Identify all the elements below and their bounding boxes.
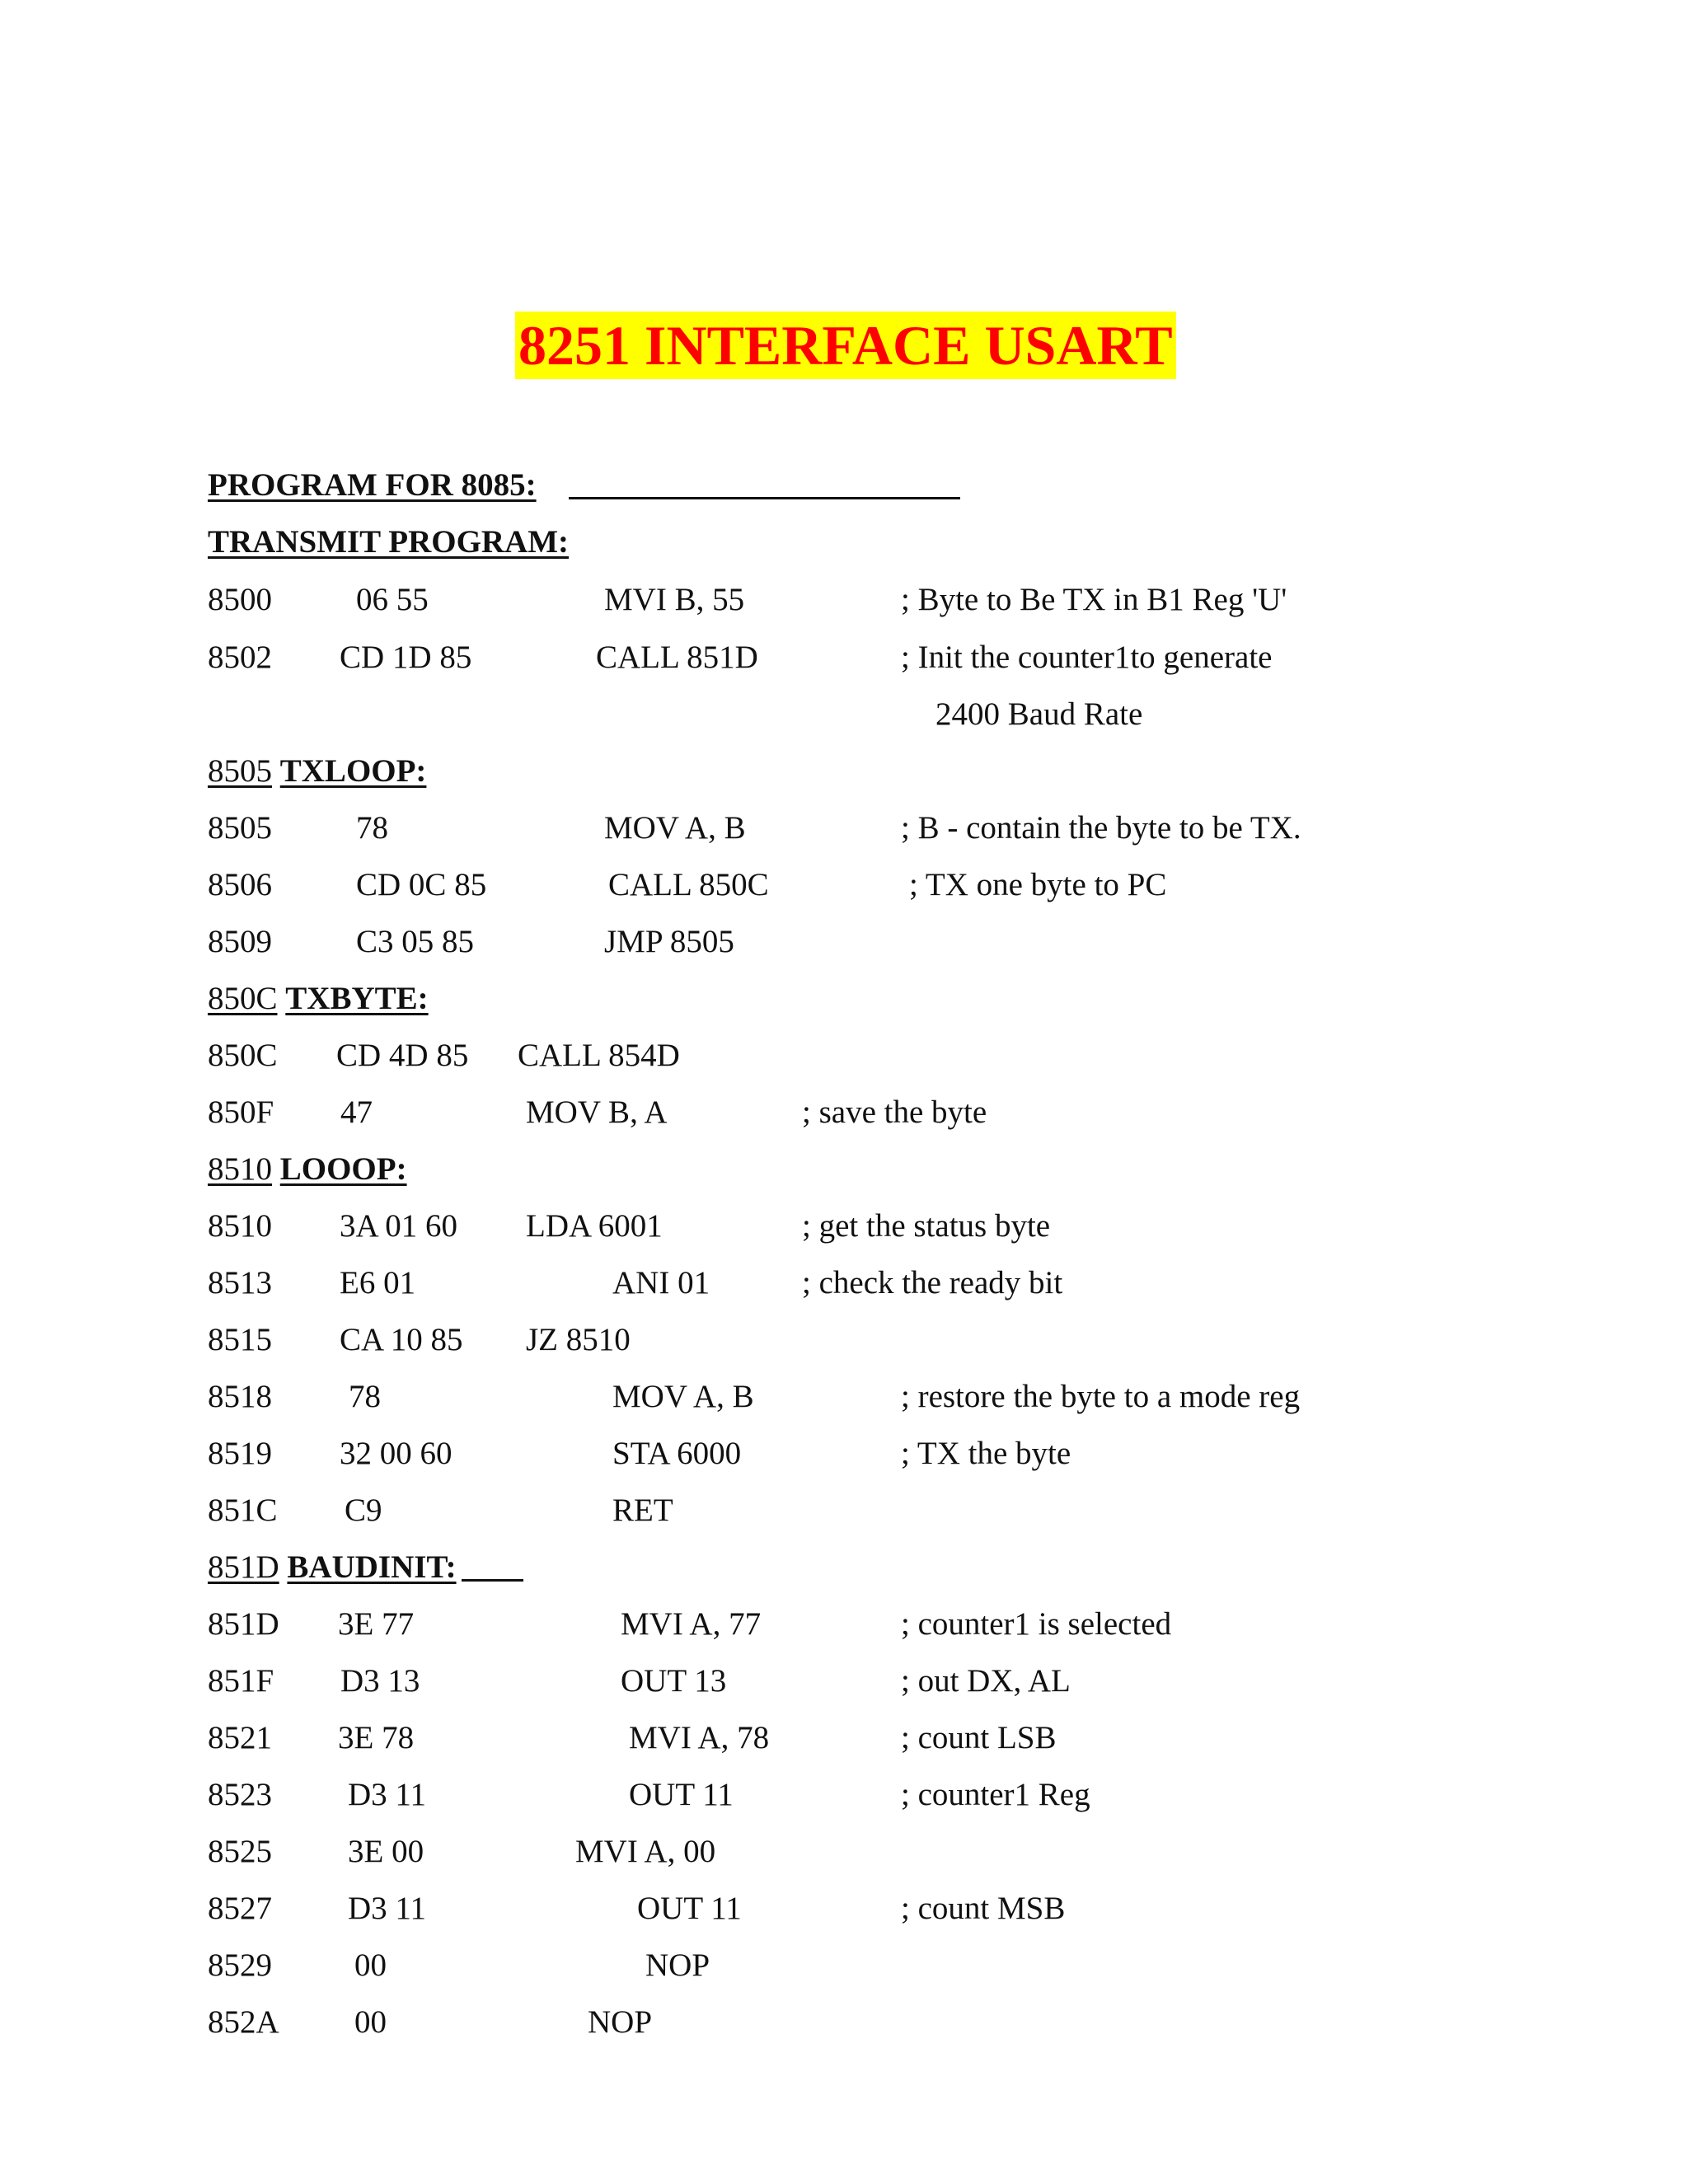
row-comment: ; restore the byte to a mode reg — [901, 1379, 1301, 1414]
routine-label-txloop — [208, 752, 426, 790]
row-instruction: MVI B, 55 — [604, 582, 745, 617]
label-address: 850C — [208, 981, 278, 1016]
label-address: 8510 — [208, 1151, 272, 1187]
row-address: 8523 — [208, 1777, 272, 1812]
row-instruction: NOP — [645, 1947, 710, 1983]
row-address: 8500 — [208, 582, 272, 617]
row-address: 8519 — [208, 1436, 272, 1471]
row-comment: ; count MSB — [901, 1891, 1066, 1926]
routine-label-baudinit — [208, 1549, 457, 1586]
row-opcode: 3A 01 60 — [340, 1208, 458, 1244]
row-address: 850C — [208, 1038, 278, 1073]
row-opcode: 00 — [354, 2004, 387, 2040]
row-comment: ; TX one byte to PC — [909, 867, 1167, 902]
label-name: TXLOOP: — [279, 753, 427, 789]
row-instruction: JZ 8510 — [526, 1322, 631, 1357]
row-opcode: 78 — [356, 810, 388, 846]
row-comment: ; count LSB — [901, 1720, 1057, 1755]
row-opcode: 78 — [349, 1379, 381, 1414]
row-comment: ; save the byte — [802, 1094, 987, 1130]
row-opcode: 06 55 — [356, 582, 429, 617]
row-opcode: E6 01 — [340, 1265, 416, 1301]
row-comment-continued: 2400 Baud Rate — [935, 696, 1143, 732]
row-opcode: 3E 78 — [338, 1720, 415, 1755]
row-address: 852A — [208, 2004, 279, 2040]
row-opcode: C9 — [345, 1493, 382, 1528]
row-instruction: RET — [612, 1493, 673, 1528]
row-opcode: CA 10 85 — [340, 1322, 463, 1357]
row-comment: ; B - contain the byte to be TX. — [901, 810, 1301, 846]
row-opcode: C3 05 85 — [356, 924, 475, 959]
row-address: 850F — [208, 1094, 274, 1130]
row-opcode: 3E 77 — [338, 1606, 415, 1642]
row-instruction: LDA 6001 — [526, 1208, 663, 1244]
row-instruction: ANI 01 — [612, 1265, 710, 1301]
routine-label-txbyte — [208, 980, 429, 1018]
row-comment: ; check the ready bit — [802, 1265, 1063, 1301]
label-name: TXBYTE: — [285, 981, 429, 1016]
row-address: 8502 — [208, 640, 272, 675]
row-comment: ; counter1 Reg — [901, 1777, 1090, 1812]
row-address: 8513 — [208, 1265, 272, 1301]
row-instruction: CALL 854D — [518, 1038, 680, 1073]
label-name: LOOOP: — [279, 1151, 407, 1187]
row-opcode: CD 0C 85 — [356, 867, 487, 902]
label-name: BAUDINIT: — [287, 1549, 457, 1585]
row-instruction: OUT 13 — [621, 1663, 727, 1699]
row-opcode: 47 — [340, 1094, 373, 1130]
row-opcode: CD 4D 85 — [336, 1038, 469, 1073]
row-address: 8518 — [208, 1379, 272, 1414]
row-comment: ; out DX, AL — [901, 1663, 1071, 1699]
row-instruction: MOV A, B — [604, 810, 746, 846]
row-instruction: MVI A, 77 — [621, 1606, 762, 1642]
row-opcode: CD 1D 85 — [340, 640, 472, 675]
label-underline — [462, 1579, 523, 1582]
row-instruction: OUT 11 — [637, 1891, 742, 1926]
row-address: 8527 — [208, 1891, 272, 1926]
row-opcode: 00 — [354, 1947, 387, 1983]
row-opcode: 32 00 60 — [340, 1436, 452, 1471]
transmit-heading: TRANSMIT PROGRAM: — [208, 524, 570, 560]
row-instruction: MOV A, B — [612, 1379, 754, 1414]
label-address: 851D — [208, 1549, 279, 1585]
document-title: 8251 INTERFACE USART — [515, 312, 1176, 379]
label-address: 8505 — [208, 753, 272, 789]
routine-label-looop — [208, 1151, 407, 1188]
row-instruction: STA 6000 — [612, 1436, 742, 1471]
row-instruction: MVI A, 78 — [629, 1720, 770, 1755]
row-address: 8510 — [208, 1208, 272, 1244]
row-comment: ; get the status byte — [802, 1208, 1051, 1244]
row-address: 8515 — [208, 1322, 272, 1357]
row-opcode: 3E 00 — [348, 1834, 424, 1869]
row-instruction: NOP — [588, 2004, 653, 2040]
row-instruction: MOV B, A — [526, 1094, 668, 1130]
row-instruction: JMP 8505 — [604, 924, 734, 959]
row-instruction: MVI A, 00 — [575, 1834, 716, 1869]
row-address: 851D — [208, 1606, 279, 1642]
row-opcode: D3 11 — [348, 1777, 426, 1812]
row-comment: ; TX the byte — [901, 1436, 1071, 1471]
row-instruction: OUT 11 — [629, 1777, 734, 1812]
row-opcode: D3 13 — [340, 1663, 420, 1699]
row-instruction: CALL 850C — [608, 867, 769, 902]
row-address: 851C — [208, 1493, 278, 1528]
row-comment: ; Byte to Be TX in B1 Reg 'U' — [901, 582, 1287, 617]
row-address: 8521 — [208, 1720, 272, 1755]
row-address: 8529 — [208, 1947, 272, 1983]
row-address: 8505 — [208, 810, 272, 846]
row-instruction: CALL 851D — [596, 640, 758, 675]
row-comment: ; Init the counter1to generate — [901, 640, 1273, 675]
row-address: 851F — [208, 1663, 274, 1699]
row-address: 8525 — [208, 1834, 272, 1869]
row-opcode: D3 11 — [348, 1891, 426, 1926]
row-address: 8506 — [208, 867, 272, 902]
program-heading: PROGRAM FOR 8085: — [208, 467, 537, 503]
heading-underline — [569, 497, 960, 499]
row-comment: ; counter1 is selected — [901, 1606, 1172, 1642]
row-address: 8509 — [208, 924, 272, 959]
